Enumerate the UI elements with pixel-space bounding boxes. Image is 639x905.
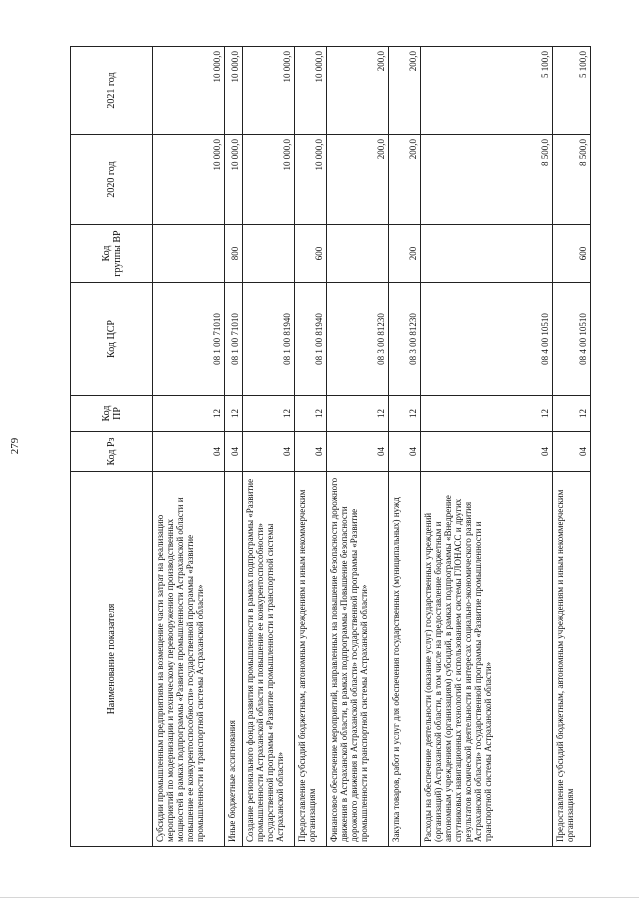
table-row [153,47,225,847]
cell-name: Закупка товаров, работ и услуг для обеспечения государственных (муниципальных) нужд [389,472,421,847]
cell-csr: 08 4 00 10510 [553,283,591,396]
header-2020: 2020 год [71,135,153,225]
cell-2021: 10 000,0 [243,47,295,135]
cell-vr: 200 [389,225,421,283]
header-pr: Код ПР [71,396,153,432]
budget-table [70,46,591,847]
cell-pr: 12 [243,396,295,432]
cell-2021: 200,0 [327,47,389,135]
cell-csr: 08 3 00 81230 [389,283,421,396]
table-row [295,47,327,847]
cell-name: Создание регионального фонда развития промышленности в рамках подпрограммы «Развитие промышленности Астраханской области и повышение ее конкурентоспособности» государственной программы «Развитие промышленности и транспортной системы Астраханской области» [243,472,295,847]
cell-vr [243,225,295,283]
cell-csr: 08 1 00 71010 [153,283,225,396]
cell-rz: 04 [225,432,243,472]
cell-csr: 08 1 00 81940 [243,283,295,396]
cell-vr: 600 [295,225,327,283]
cell-2021: 5 100,0 [553,47,591,135]
cell-2021: 5 100,0 [421,47,553,135]
cell-vr: 600 [553,225,591,283]
header-csr: Код ЦСР [71,283,153,396]
cell-name: Иные бюджетные ассигнования [225,472,243,847]
cell-rz: 04 [243,432,295,472]
header-name: Наименование показателя [71,472,153,847]
table-row [553,47,591,847]
table-row [389,47,421,847]
cell-rz: 04 [421,432,553,472]
cell-csr: 08 4 00 10510 [421,283,553,396]
cell-rz: 04 [153,432,225,472]
cell-vr: 800 [225,225,243,283]
table-row [243,47,295,847]
cell-name: Предоставление субсидий бюджетным, автономным учреждениям и иным некоммерческим организациям [295,472,327,847]
cell-csr: 08 1 00 71010 [225,283,243,396]
cell-csr: 08 3 00 81230 [327,283,389,396]
cell-pr: 12 [389,396,421,432]
cell-pr: 12 [421,396,553,432]
cell-2021: 10 000,0 [225,47,243,135]
cell-vr [327,225,389,283]
cell-name: Финансовое обеспечение мероприятий, направленных на повышение безопасности дорожного движения в Астраханской области, в рамках подпрограммы «Повышение безопасности дорожного движения в Астраханской области» государственной программы «Развитие промышленности и транспортной системы Астраханской области» [327,472,389,847]
cell-pr: 12 [553,396,591,432]
cell-pr: 12 [153,396,225,432]
cell-2020: 8 500,0 [421,135,553,225]
cell-vr [153,225,225,283]
cell-csr: 08 1 00 81940 [295,283,327,396]
cell-vr [421,225,553,283]
rotated-page-content [70,47,590,847]
cell-name: Предоставление субсидий бюджетным, автономным учреждениям и иным некоммерческим организациям [553,472,591,847]
cell-2020: 200,0 [389,135,421,225]
cell-name: Расходы на обеспечение деятельности (оказание услуг) государственных учреждений (организаций) Астраханской области, в том числе на предоставление бюджетным и автономным учреждениям (организациям) субсидий, в рамках подпрограммы «Внедрение спутниковых навигационных технологий с использованием системы ГЛОНАСС и других результатов космической деятельности в интересах социально-экономического развития Астраханской области» государственной программы «Развитие промышленности и транспортной системы Астраханской области» [421,472,553,847]
cell-2021: 10 000,0 [153,47,225,135]
table-header-row [71,47,153,847]
header-rz: Код Рз [71,432,153,472]
scan-edge-line [0,897,639,898]
cell-rz: 04 [389,432,421,472]
cell-2020: 10 000,0 [225,135,243,225]
header-vr: Код группы ВР [71,225,153,283]
table-row [327,47,389,847]
table-row [421,47,553,847]
cell-2021: 200,0 [389,47,421,135]
header-2021: 2021 год [71,47,153,135]
cell-2020: 200,0 [327,135,389,225]
table-row [225,47,243,847]
cell-pr: 12 [225,396,243,432]
cell-rz: 04 [553,432,591,472]
cell-rz: 04 [327,432,389,472]
cell-2020: 10 000,0 [243,135,295,225]
cell-name: Субсидии промышленным предприятиям на возмещение части затрат на реализацию мероприятий по модернизации и техническому перевооружению производственных мощностей в рамках подпрограммы «Развитие промышленности Астраханской области и повышение ее конкурентоспособности» государственной программы «Развитие промышленности и транспортной системы Астраханской области» [153,472,225,847]
cell-rz: 04 [295,432,327,472]
cell-2020: 10 000,0 [153,135,225,225]
cell-2020: 10 000,0 [295,135,327,225]
cell-pr: 12 [327,396,389,432]
cell-2021: 10 000,0 [295,47,327,135]
cell-2020: 8 500,0 [553,135,591,225]
cell-pr: 12 [295,396,327,432]
page-number: 279 [9,437,21,455]
